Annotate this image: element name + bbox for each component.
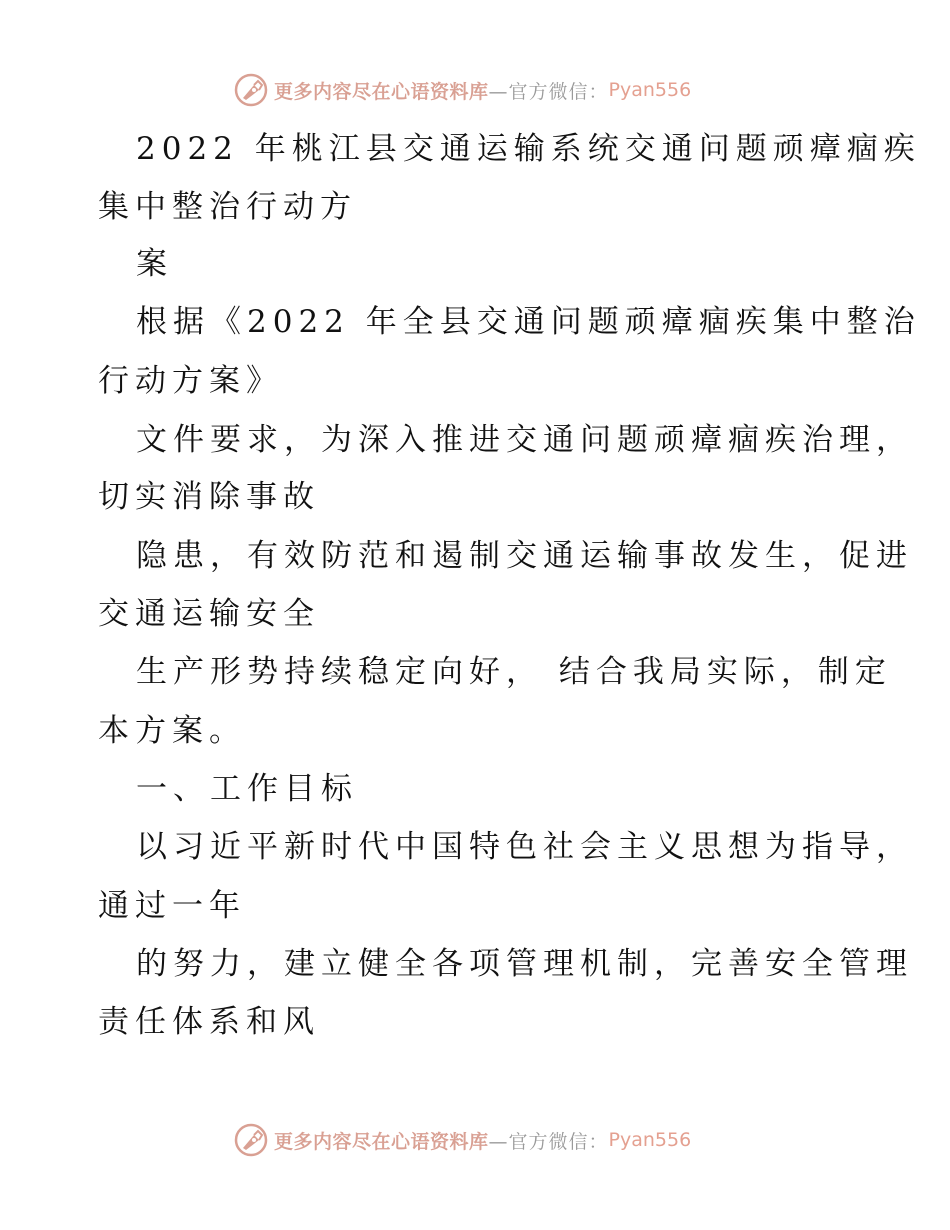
watermark-wechat-label: —官方微信：: [488, 1130, 609, 1153]
watermark-wechat-id: Pyan556: [608, 79, 692, 101]
text-line: 切实消除事故: [98, 479, 320, 515]
text-line: 集中整治行动方: [98, 189, 357, 225]
watermark-library-text: 更多内容尽在心语资料库: [274, 80, 489, 103]
watermark-footer: [234, 1122, 691, 1158]
text-line: 根据《2022 年全县交通问题顽瘴痼疾集中整治: [136, 304, 921, 340]
text-line: 的努力，建立健全各项管理机制，完善安全管理: [136, 946, 913, 982]
text-line: 交通运输安全: [98, 596, 320, 632]
watermark-library-text: 更多内容尽在心语资料库: [274, 1130, 489, 1153]
watermark-wechat-id: Pyan556: [608, 1129, 692, 1151]
text-line: 2022 年桃江县交通运输系统交通问题顽瘴痼疾: [136, 131, 921, 167]
text-line: 生产形势持续稳定向好， 结合我局实际，制定: [136, 654, 892, 690]
text-line: 文件要求，为深入推进交通问题顽瘴痼疾治理，: [136, 422, 913, 458]
watermark-header: [234, 72, 691, 108]
section-heading: 一、工作目标: [136, 771, 358, 807]
text-line: 以习近平新时代中国特色社会主义思想为指导，: [136, 829, 913, 865]
text-line: 本方案。: [98, 713, 246, 749]
watermark-wechat-label: —官方微信：: [488, 80, 609, 103]
text-line: 隐患，有效防范和遏制交通运输事故发生，促进: [136, 538, 913, 574]
pen-nib-logo-icon: [234, 1123, 268, 1157]
text-line: 责任体系和风: [98, 1004, 320, 1040]
text-line: 通过一年: [98, 888, 246, 924]
pen-nib-logo-icon: [234, 73, 268, 107]
text-line: 行动方案》: [98, 363, 283, 399]
text-line: 案: [136, 246, 173, 282]
